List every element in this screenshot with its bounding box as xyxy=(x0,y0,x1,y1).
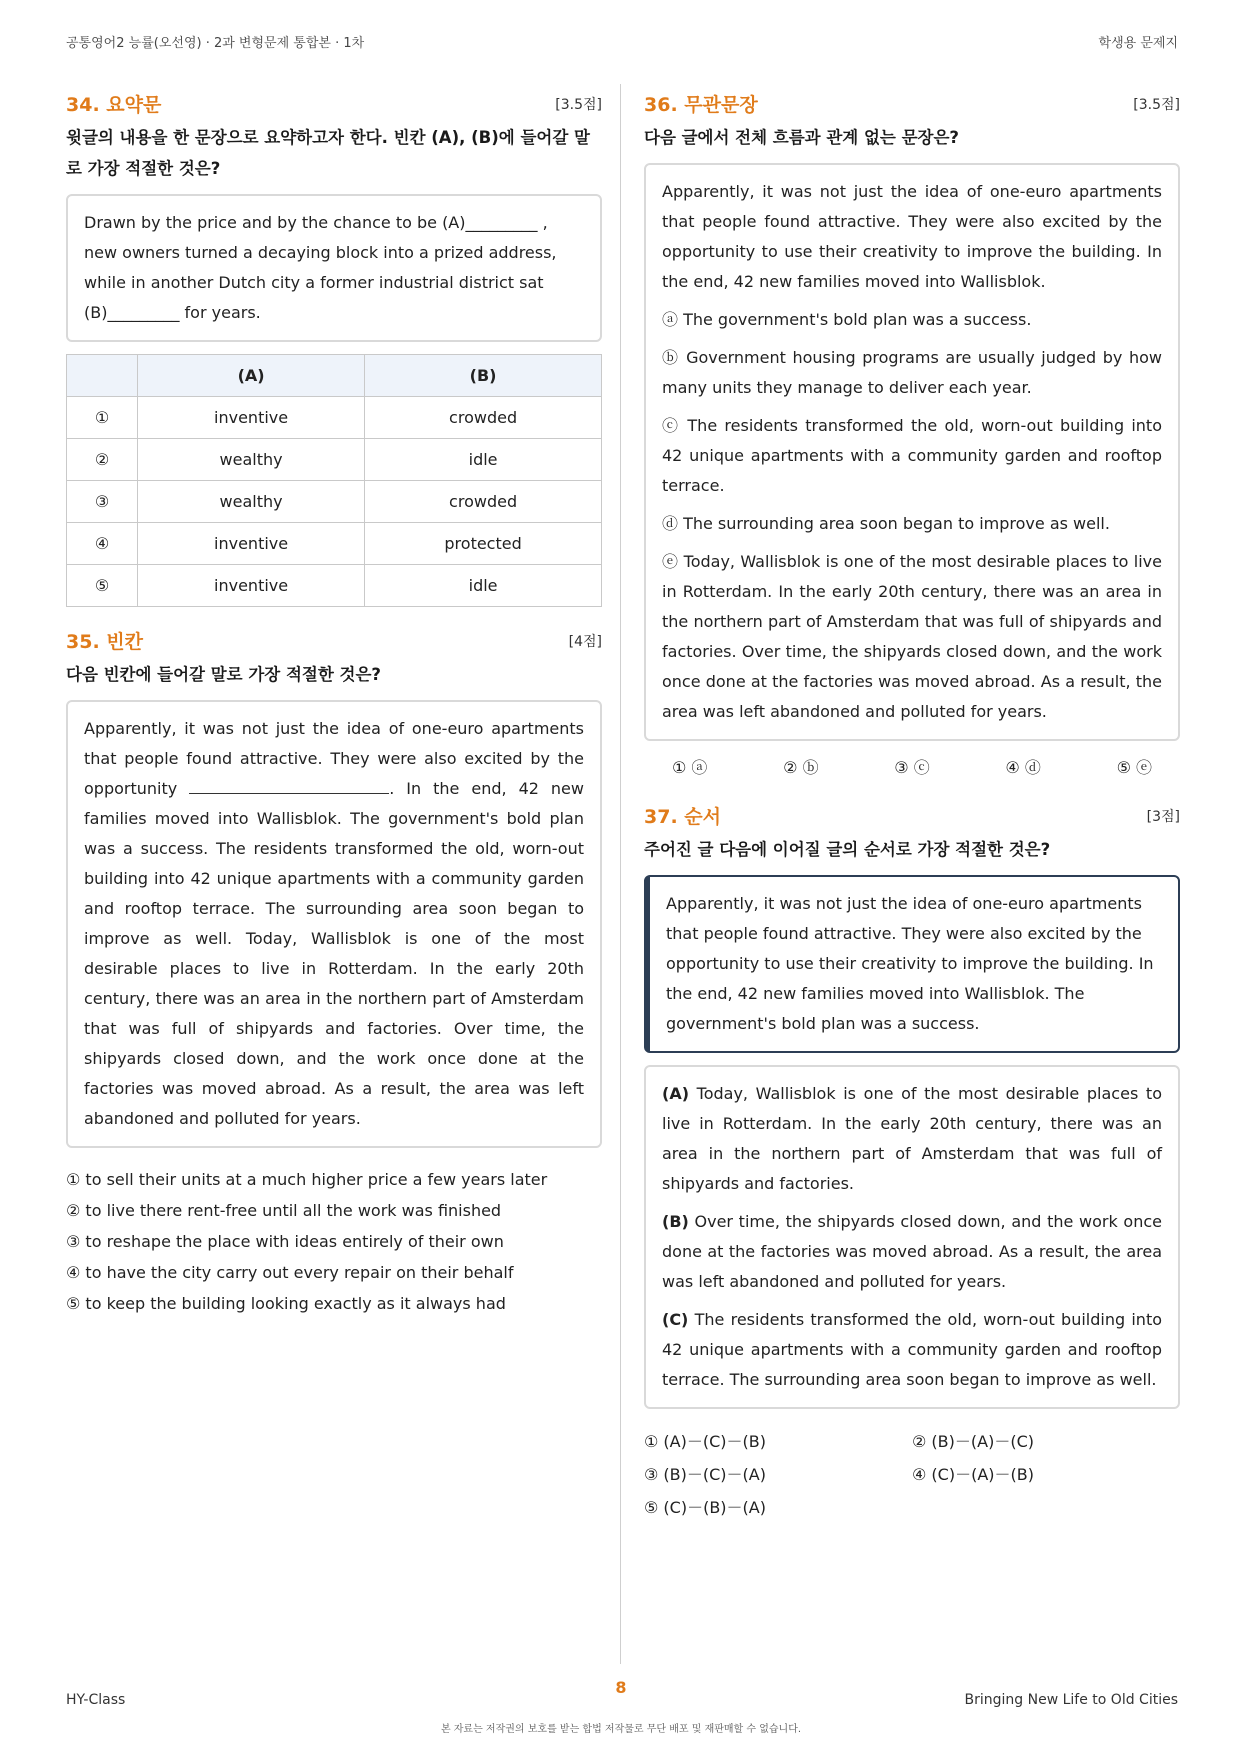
choice-item[interactable]: ① (A)－(C)－(B) xyxy=(644,1432,766,1451)
question-prompt: 윗글의 내용을 한 문장으로 요약하고자 한다. 빈칸 (A), (B)에 들어갈 말로 가장 적절한 것은? xyxy=(66,128,590,178)
question-prompt: 다음 빈칸에 들어갈 말로 가장 적절한 것은? xyxy=(66,665,382,684)
part-tag: (C) xyxy=(662,1310,689,1329)
choice-item[interactable]: ④ (C)－(A)－(B) xyxy=(912,1465,1034,1484)
part-text: The residents transformed the old, worn-out building into 42 unique apartments with a community garden and rooftop terrace. The surrounding area soon began to improve as well. xyxy=(662,1310,1163,1389)
header-left: 공통영어2 능률(오선영) · 2과 변형문제 통합본 · 1차 xyxy=(66,36,365,51)
table-row[interactable] xyxy=(67,481,602,523)
choice-item[interactable]: ④ to have the city carry out every repair on their behalf xyxy=(66,1263,514,1282)
table-row[interactable] xyxy=(67,523,602,565)
option-number: ③ xyxy=(67,481,138,523)
choice-item[interactable]: ④ ⓓ xyxy=(1005,758,1041,777)
parts-box xyxy=(644,1065,1180,1409)
table-row[interactable] xyxy=(67,397,602,439)
passage-sentence: ⓓ The surrounding area soon began to improve as well. xyxy=(662,514,1110,533)
option-number: ④ xyxy=(67,523,138,565)
choice-item[interactable]: ③ (B)－(C)－(A) xyxy=(644,1465,766,1484)
choice-row xyxy=(644,755,1180,778)
question-number: 34. 요약문 xyxy=(66,94,162,116)
option-number: ⑤ xyxy=(67,565,138,607)
choice-item[interactable]: ② to live there rent-free until all the work was finished xyxy=(66,1201,502,1220)
passage-box xyxy=(644,163,1180,741)
choice-item[interactable]: ② (B)－(A)－(C) xyxy=(912,1432,1034,1451)
passage-intro: Apparently, it was not just the idea of one-euro apartments that people found attractive. They were also excited by the opportunity to use their creativity to improve the building. In the end, 42 new families moved into Wallisblok. xyxy=(662,182,1162,291)
column-divider xyxy=(620,84,621,1664)
option-b: idle xyxy=(365,439,602,481)
passage-sentence: ⓐ The government's bold plan was a success. xyxy=(662,310,1032,329)
table-header: (B) xyxy=(365,355,602,397)
table-row[interactable] xyxy=(67,439,602,481)
choice-list xyxy=(66,1164,602,1319)
answer-table xyxy=(66,354,602,607)
question-37 xyxy=(644,802,1180,1524)
passage-sentence: ⓑ Government housing programs are usually judged by how many units they manage to deliver each year. xyxy=(662,348,1162,397)
option-b: crowded xyxy=(365,481,602,523)
part-a xyxy=(662,1079,1162,1199)
choice-item[interactable]: ③ to reshape the place with ideas entirely of their own xyxy=(66,1232,504,1251)
points: [3.5점] xyxy=(1133,97,1180,113)
part-tag: (B) xyxy=(662,1212,689,1231)
table-header: (A) xyxy=(138,355,365,397)
option-a: inventive xyxy=(138,523,365,565)
right-column xyxy=(644,90,1180,1524)
question-number: 36. 무관문장 xyxy=(644,94,758,116)
passage-box xyxy=(66,700,602,1148)
points: [3점] xyxy=(1146,809,1180,825)
part-c xyxy=(662,1305,1162,1395)
choice-item[interactable]: ① to sell their units at a much higher price a few years later xyxy=(66,1170,548,1189)
part-tag: (A) xyxy=(662,1084,690,1103)
part-b xyxy=(662,1207,1162,1297)
summary-box: Drawn by the price and by the chance to be (A)_________ , new owners turned a decaying block into a prized address, while in another Dutch city a former industrial district sat (B)_________ for years. xyxy=(66,194,602,342)
option-a: wealthy xyxy=(138,481,365,523)
choice-item[interactable]: ⑤ ⓔ xyxy=(1116,758,1152,777)
part-text: Today, Wallisblok is one of the most desirable places to live in Rotterdam. In the early 20th century, there was an area in the northern part of Amsterdam that was full of shipyards and factories. xyxy=(662,1084,1162,1193)
choice-item[interactable]: ③ ⓒ xyxy=(894,758,930,777)
option-b: crowded xyxy=(365,397,602,439)
given-passage-box: Apparently, it was not just the idea of one-euro apartments that people found attractive. They were also excited by the opportunity to use their creativity to improve the building. In the end, 42 new families moved into Wallisblok. The government's bold plan was a success. xyxy=(644,875,1180,1053)
question-prompt: 다음 글에서 전체 흐름과 관계 없는 문장은? xyxy=(644,128,960,147)
option-b: idle xyxy=(365,565,602,607)
option-a: inventive xyxy=(138,565,365,607)
option-number: ① xyxy=(67,397,138,439)
option-b: protected xyxy=(365,523,602,565)
question-35 xyxy=(66,627,602,1319)
part-text: Over time, the shipyards closed down, and the work once done at the factories was moved abroad. As a result, the area was left abandoned and polluted for years. xyxy=(662,1212,1162,1291)
passage-sentence: ⓒ The residents transformed the old, worn-out building into 42 unique apartments with a community garden and rooftop terrace. xyxy=(662,416,1162,495)
points: [4점] xyxy=(568,634,602,650)
table-row[interactable] xyxy=(67,565,602,607)
copyright-notice: 본 자료는 저작권의 보호를 받는 합법 저작물로 무단 배포 및 재판매할 수 없습니다. xyxy=(440,1724,802,1735)
choice-item[interactable]: ⑤ (C)－(B)－(A) xyxy=(644,1498,766,1517)
question-number: 35. 빈칸 xyxy=(66,631,143,653)
choice-grid xyxy=(644,1425,1180,1524)
header-right: 학생용 문제지 xyxy=(1098,36,1178,51)
footer-left: HY-Class xyxy=(66,1692,126,1708)
option-a: inventive xyxy=(138,397,365,439)
question-36 xyxy=(644,90,1180,778)
option-number: ② xyxy=(67,439,138,481)
choice-item[interactable]: ① ⓐ xyxy=(672,758,708,777)
answer-blank xyxy=(189,777,389,794)
passage-text: . In the end, 42 new families moved into Wallisblok. The government's bold plan was a success. The residents transformed the old, worn-out building into 42 unique apartments with a community garden and rooftop terrace. The surrounding area soon began to improve as well. Today, Wallisblok is one of the most desirable places to live in Rotterdam. In the early 20th century, there was an area in the northern part of Amsterdam that was full of shipyards and factories. Over time, the shipyards closed down, and the work once done at the factories was moved abroad. As a result, the area was left abandoned and polluted for years. xyxy=(84,779,584,1128)
question-prompt: 주어진 글 다음에 이어질 글의 순서로 가장 적절한 것은? xyxy=(644,840,1051,859)
left-column xyxy=(66,90,602,1319)
passage-sentence: ⓔ Today, Wallisblok is one of the most desirable places to live in Rotterdam. In the early 20th century, there was an area in the northern part of Amsterdam that was full of shipyards and factories. Over time, the shipyards closed down, and the work once done at the factories was moved abroad. As a result, the area was left abandoned and polluted for years. xyxy=(662,552,1162,721)
question-number: 37. 순서 xyxy=(644,806,721,828)
footer-right: Bringing New Life to Old Cities xyxy=(964,1692,1178,1708)
passage-text: Apparently, it was not just the idea of one-euro apartments that people found attractive. They were also excited by the opportunity xyxy=(84,719,584,798)
question-34 xyxy=(66,90,602,607)
choice-item[interactable]: ⑤ to keep the building looking exactly as it always had xyxy=(66,1294,506,1313)
choice-item[interactable]: ② ⓑ xyxy=(783,758,819,777)
page-number: 8 xyxy=(615,1678,627,1697)
option-a: wealthy xyxy=(138,439,365,481)
table-header xyxy=(67,355,138,397)
points: [3.5점] xyxy=(555,97,602,113)
